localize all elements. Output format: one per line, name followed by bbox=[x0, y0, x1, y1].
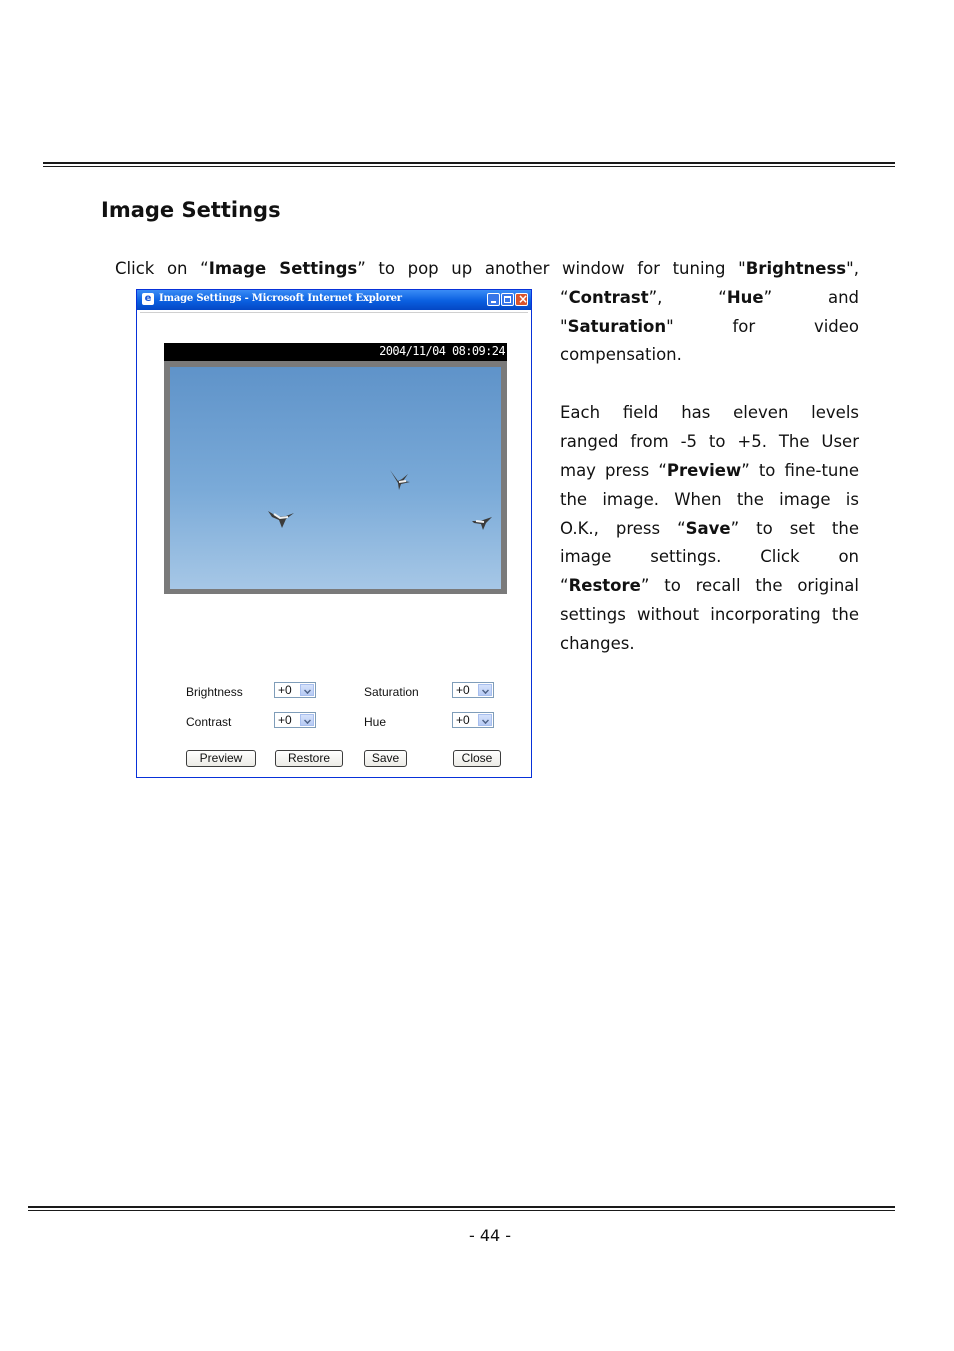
image-settings-window-screenshot bbox=[136, 289, 532, 778]
chevron-down-icon bbox=[478, 684, 492, 696]
paragraph-line: ranged from -5 to +5. The User bbox=[560, 432, 859, 451]
restore-button[interactable]: Restore bbox=[275, 750, 343, 767]
contrast-label: Contrast bbox=[186, 715, 232, 729]
paragraph-line: the image. When the image is bbox=[560, 490, 859, 509]
intro-paragraph: Click on “Image Settings” to pop up another window for tuning "Brightness", bbox=[115, 259, 859, 278]
brightness-label: Brightness bbox=[186, 685, 243, 699]
section-title: Image Settings bbox=[101, 198, 281, 222]
bird-icon bbox=[470, 513, 494, 531]
video-frame bbox=[164, 343, 507, 594]
hue-label: Hue bbox=[364, 715, 387, 729]
top-rule-thin bbox=[43, 166, 895, 167]
paragraph-line: “Restore” to recall the original bbox=[560, 576, 859, 595]
save-button[interactable]: Save bbox=[364, 750, 407, 767]
paragraph-line: may press “Preview” to fine-tune bbox=[560, 461, 859, 480]
brightness-select[interactable]: +0 bbox=[274, 682, 316, 698]
top-rule bbox=[43, 162, 895, 164]
paragraph-line: “Contrast”, “Hue” and bbox=[560, 288, 859, 307]
contrast-select[interactable]: +0 bbox=[274, 712, 316, 728]
bird-icon bbox=[388, 469, 412, 491]
window-title: Image Settings - Microsoft Internet Explorer bbox=[159, 293, 402, 304]
paragraph-line: changes. bbox=[560, 634, 635, 653]
close-button[interactable]: Close bbox=[453, 750, 501, 767]
saturation-select[interactable]: +0 bbox=[452, 682, 494, 698]
paragraph-line: "Saturation" for video bbox=[560, 317, 860, 336]
paragraph-line: settings without incorporating the bbox=[560, 605, 859, 624]
bottom-rule-thin bbox=[28, 1210, 895, 1211]
paragraph-line: O.K., press “Save” to set the bbox=[560, 519, 859, 538]
timestamp: 2004/11/04 08:09:24 bbox=[379, 344, 505, 358]
camera-image bbox=[170, 367, 501, 589]
window-titlebar bbox=[137, 290, 531, 310]
paragraph-line: compensation. bbox=[560, 345, 682, 364]
paragraph-line: image settings. Click on bbox=[560, 547, 859, 566]
close-window-button[interactable] bbox=[515, 293, 528, 306]
chevron-down-icon bbox=[300, 684, 314, 696]
page-number: - 44 - bbox=[468, 1226, 512, 1245]
timestamp-bar bbox=[164, 343, 507, 361]
bottom-rule bbox=[28, 1206, 895, 1208]
saturation-label: Saturation bbox=[364, 685, 419, 699]
hue-select[interactable]: +0 bbox=[452, 712, 494, 728]
preview-button[interactable]: Preview bbox=[186, 750, 256, 767]
bird-icon bbox=[266, 507, 296, 531]
minimize-button[interactable] bbox=[487, 293, 500, 306]
chevron-down-icon bbox=[478, 714, 492, 726]
maximize-button[interactable] bbox=[501, 293, 514, 306]
paragraph-line: Each field has eleven levels bbox=[560, 403, 859, 422]
ie-logo-icon: e bbox=[142, 293, 154, 305]
window-content bbox=[140, 312, 528, 776]
chevron-down-icon bbox=[300, 714, 314, 726]
